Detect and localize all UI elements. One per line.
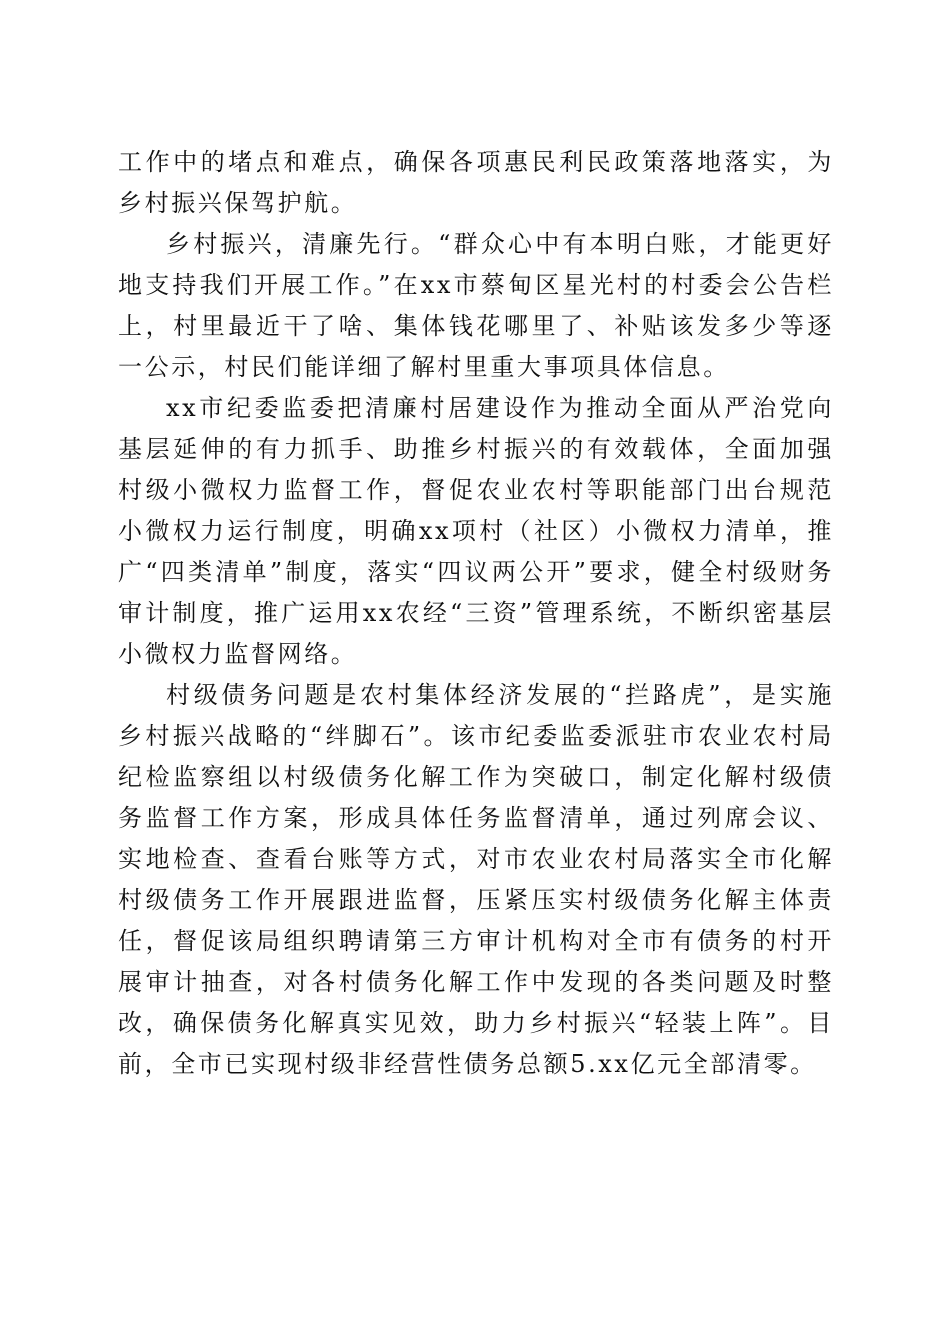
paragraph-1: 工作中的堵点和难点，确保各项惠民利民政策落地落实，为乡村振兴保驾护航。 [118,148,834,217]
paragraph-4: 村级债务问题是农村集体经济发展的“拦路虎”，是实施乡村振兴战略的“绊脚石”。该市纪委监委派驻市农业农村局纪检监察组以村级债务化解工作为突破口，制定化解村级债务监督工作方案，形成具体任务监督清单，通过列席会议、实地检查、查看台账等方式，对市农业农村局落实全市化解村级债务工作开展跟进监督，压紧压实村级债务化解主体责任，督促该局组织聘请第三方审计机构对全市有债务的村开展审计抽查，对各村债务化解工作中发现的各类问题及时整改，确保债务化解真实见效，助力乡村振兴“轻装上阵”。目前，全市已实现村级非经营性债务总额5.xx亿元全部清零。 [118,681,834,1078]
document-body [118,142,834,1085]
paragraph-2: 乡村振兴，清廉先行。“群众心中有本明白账，才能更好地支持我们开展工作。”在xx市蔡甸区星光村的村委会公告栏上，村里最近干了啥、集体钱花哪里了、补贴该发多少等逐一公示，村民们能详细了解村里重大事项具体信息。 [118,230,834,381]
paragraph-3: xx市纪委监委把清廉村居建设作为推动全面从严治党向基层延伸的有力抓手、助推乡村振兴的有效载体，全面加强村级小微权力监督工作，督促农业农村等职能部门出台规范小微权力运行制度，明确xx项村（社区）小微权力清单，推广“四类清单”制度，落实“四议两公开”要求，健全村级财务审计制度，推广运用xx农经“三资”管理系统，不断织密基层小微权力监督网络。 [118,394,834,668]
